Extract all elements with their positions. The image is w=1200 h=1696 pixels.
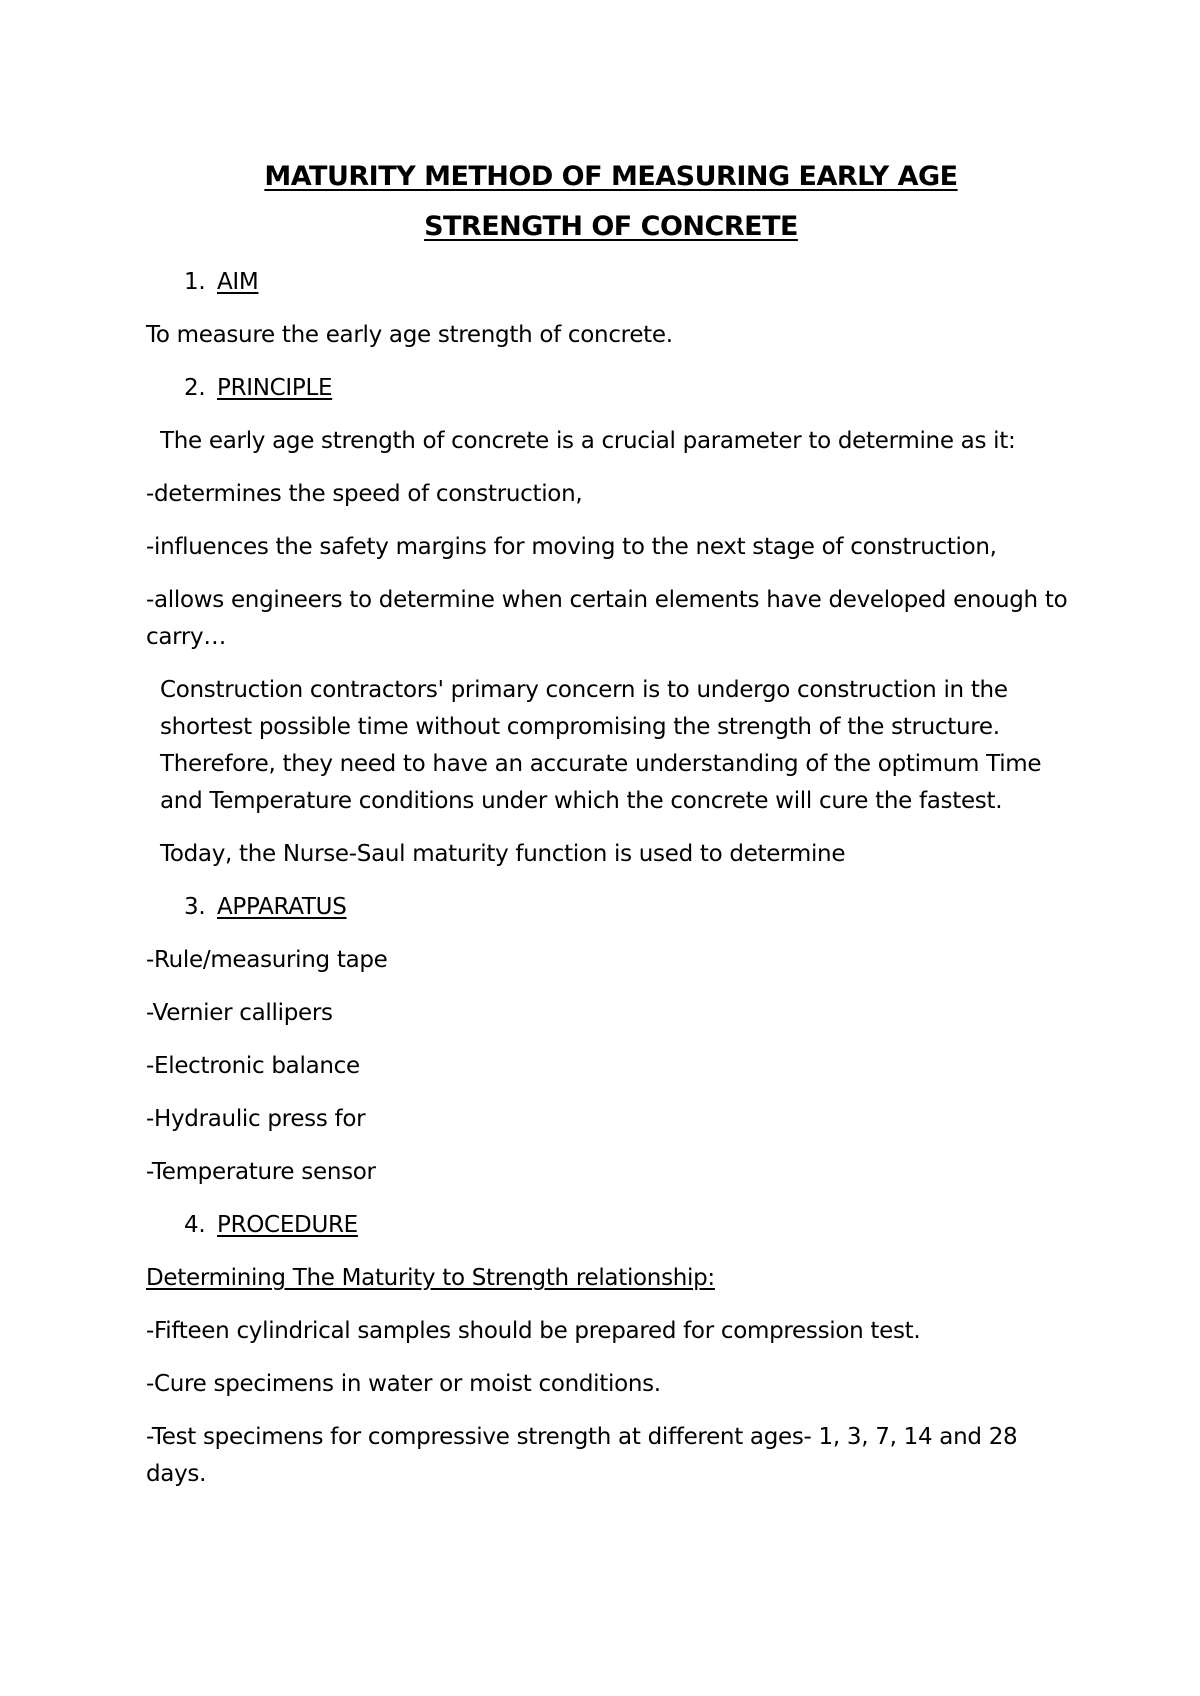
aim-text: To measure the early age strength of concrete. [146,322,673,348]
title-line-2: STRENGTH OF CONCRETE [424,211,798,242]
section-label: PROCEDURE [217,1212,358,1238]
principle-bullet: -allows engineers to determine when certain elements have developed enough to carry… [146,587,1068,650]
procedure-step: -Test specimens for compressive strength at different ages- 1, 3, 7, 14 and 28 days. [146,1424,1018,1487]
apparatus-item: -Electronic balance [146,1053,360,1079]
procedure-subheading: Determining The Maturity to Strength relationship: [146,1265,715,1291]
section-heading-apparatus [184,889,1076,926]
section-number: 3. [184,894,206,920]
section-number: 1. [184,269,206,295]
section-label: AIM [217,269,259,295]
section-heading-principle [184,370,1076,407]
section-heading-aim [184,264,1076,301]
section-label: PRINCIPLE [217,375,333,401]
apparatus-item: -Vernier callipers [146,1000,333,1026]
document-body [146,152,1076,1509]
apparatus-item: -Rule/measuring tape [146,947,388,973]
title-line-1: MATURITY METHOD OF MEASURING EARLY AGE [264,161,958,192]
section-label: APPARATUS [217,894,347,920]
document-title [146,152,1076,252]
apparatus-item: -Temperature sensor [146,1159,376,1185]
principle-bullet: -influences the safety margins for moving to the next stage of construction, [146,534,997,560]
apparatus-item: -Hydraulic press for [146,1106,366,1132]
principle-paragraph: Construction contractors' primary concern is to undergo construction in the shortest possible time without compromising the strength of the structure. Therefore, they need to have an accurate understanding of the optimum Time and Temperature conditions under which the concrete will cure the fastest. [160,677,1042,814]
principle-intro: The early age strength of concrete is a crucial parameter to determine as it: [160,428,1016,454]
principle-closing: Today, the Nurse-Saul maturity function is used to determine [160,841,846,867]
section-number: 4. [184,1212,206,1238]
procedure-step: -Cure specimens in water or moist conditions. [146,1371,661,1397]
section-number: 2. [184,375,206,401]
section-heading-procedure [184,1207,1076,1244]
principle-bullet: -determines the speed of construction, [146,481,583,507]
procedure-step: -Fifteen cylindrical samples should be prepared for compression test. [146,1318,921,1344]
